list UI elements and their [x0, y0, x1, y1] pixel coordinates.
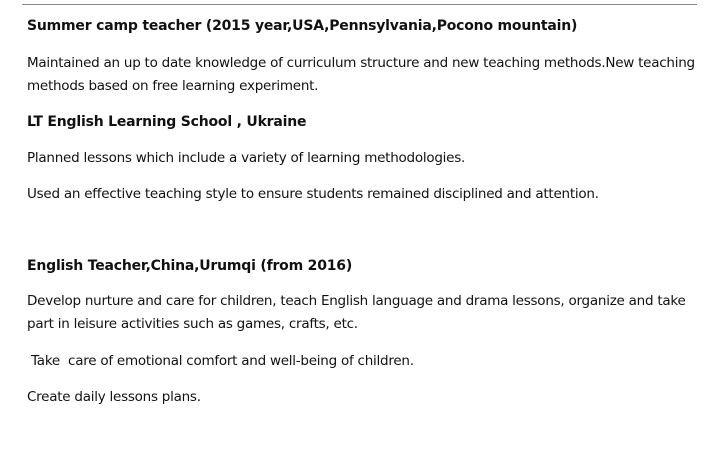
paragraph-summer-camp-1: Maintained an up to date knowledge of curriculum structure and new teaching methods.New teaching methods based on free learning experiment.	[27, 55, 695, 94]
section-title-china: English Teacher,China,Urumqi (from 2016)	[27, 258, 353, 274]
paragraph-lt-english-2: Used an effective teaching style to ensure students remained disciplined and attention.	[27, 186, 599, 202]
paragraph-lt-english-1: Planned lessons which include a variety of learning methodologies.	[27, 150, 466, 166]
paragraph-china-1: Develop nurture and care for children, teach English language and drama lessons, organize and take part in leisure activities such as games, crafts, etc.	[27, 293, 686, 332]
paragraph-china-2: Take care of emotional comfort and well-being of children.	[27, 353, 414, 369]
section-title-summer-camp: Summer camp teacher (2015 year,USA,Pennsylvania,Pocono mountain)	[27, 18, 578, 34]
top-divider	[22, 4, 697, 5]
paragraph-china-3: Create daily lessons plans.	[27, 389, 201, 405]
section-title-lt-english: LT English Learning School , Ukraine	[27, 114, 307, 130]
